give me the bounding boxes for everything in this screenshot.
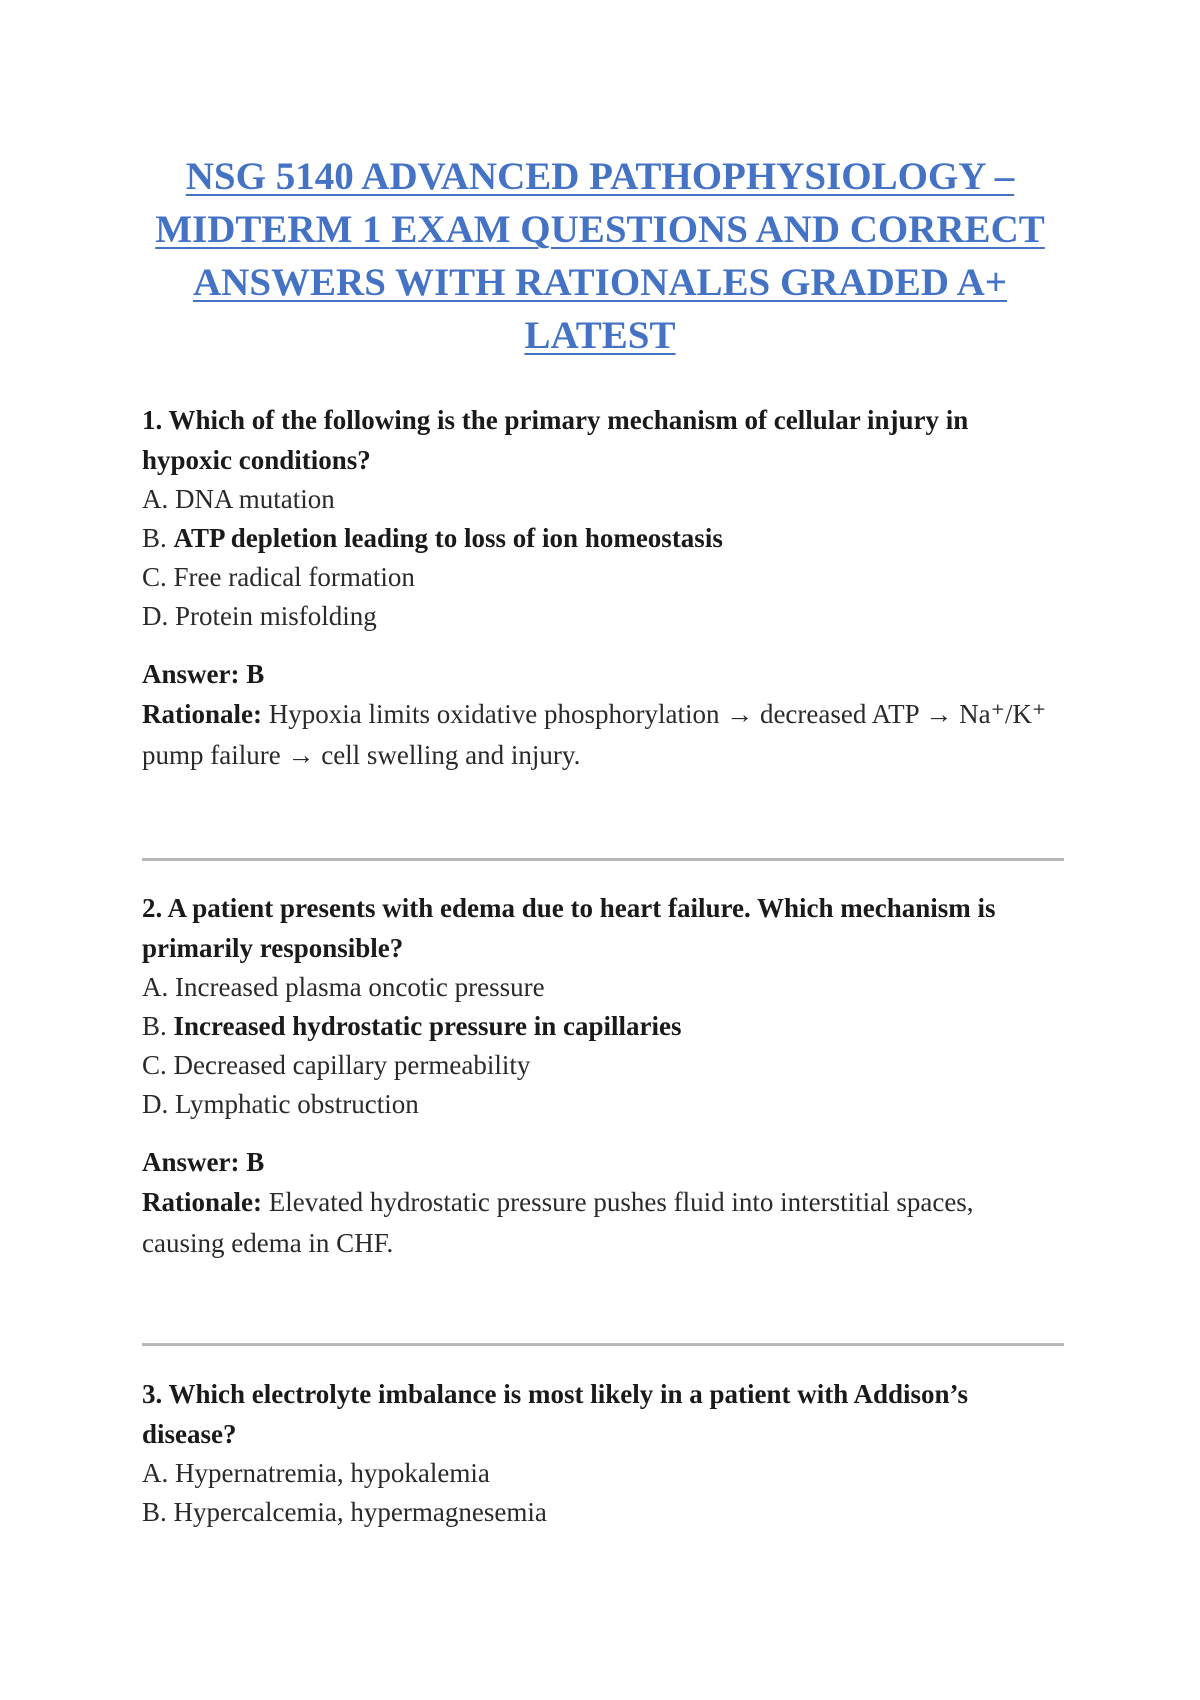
question-stem: 3. Which electrolyte imbalance is most likely in a patient with Addison’s disease? — [142, 1379, 969, 1449]
option-a — [142, 480, 1062, 519]
option-b-correct — [142, 1007, 1062, 1046]
option-d — [142, 597, 1062, 636]
section-divider — [142, 858, 1064, 861]
rationale — [142, 694, 1062, 776]
answer-line: Answer: B — [142, 659, 265, 689]
rationale-label: Rationale: — [142, 1187, 262, 1217]
question-stem: 1. Which of the following is the primary mechanism of cellular injury in hypoxic conditions? — [142, 405, 969, 475]
option-letter: A. — [142, 1458, 169, 1488]
option-list — [142, 1454, 1062, 1532]
answer-line: Answer: B — [142, 1147, 265, 1177]
option-letter: D. — [142, 1089, 169, 1119]
option-letter: A. — [142, 972, 169, 1002]
option-text: Hypercalcemia, hypermagnesemia — [173, 1497, 547, 1527]
option-d — [142, 1085, 1062, 1124]
option-c — [142, 558, 1062, 597]
option-list — [142, 968, 1062, 1124]
rationale — [142, 1182, 1062, 1264]
option-b — [142, 1493, 1062, 1532]
option-letter: A. — [142, 484, 169, 514]
question-2 — [142, 888, 1062, 1264]
rationale-label: Rationale: — [142, 699, 262, 729]
option-c — [142, 1046, 1062, 1085]
option-text: Decreased capillary permeability — [173, 1050, 531, 1080]
option-letter: C. — [142, 562, 167, 592]
option-letter: B. — [142, 523, 167, 553]
option-a — [142, 968, 1062, 1007]
option-text: Protein misfolding — [175, 601, 377, 631]
option-b-correct — [142, 519, 1062, 558]
option-text: Increased plasma oncotic pressure — [175, 972, 545, 1002]
option-text: Free radical formation — [173, 562, 415, 592]
option-letter: C. — [142, 1050, 167, 1080]
question-3 — [142, 1374, 1062, 1532]
document-title: NSG 5140 ADVANCED PATHOPHYSIOLOGY – MIDTERM 1 EXAM QUESTIONS AND CORRECT ANSWERS WITH RATIONALES GRADED A+ LATEST — [155, 155, 1045, 357]
option-text: ATP depletion leading to loss of ion homeostasis — [173, 523, 723, 553]
rationale-text: Hypoxia limits oxidative phosphorylation → decreased ATP → Na⁺/K⁺ pump failure → cell swelling and injury. — [142, 699, 1047, 770]
option-text: DNA mutation — [175, 484, 335, 514]
option-text: Lymphatic obstruction — [175, 1089, 419, 1119]
option-list — [142, 480, 1062, 636]
question-stem: 2. A patient presents with edema due to heart failure. Which mechanism is primarily responsible? — [142, 893, 996, 963]
option-letter: D. — [142, 601, 169, 631]
option-text: Increased hydrostatic pressure in capillaries — [173, 1011, 682, 1041]
option-a — [142, 1454, 1062, 1493]
question-1 — [142, 400, 1062, 776]
section-divider — [142, 1343, 1064, 1346]
option-letter: B. — [142, 1011, 167, 1041]
option-text: Hypernatremia, hypokalemia — [175, 1458, 490, 1488]
rationale-text: Elevated hydrostatic pressure pushes fluid into interstitial spaces, causing edema in CHF. — [142, 1187, 974, 1258]
option-letter: B. — [142, 1497, 167, 1527]
